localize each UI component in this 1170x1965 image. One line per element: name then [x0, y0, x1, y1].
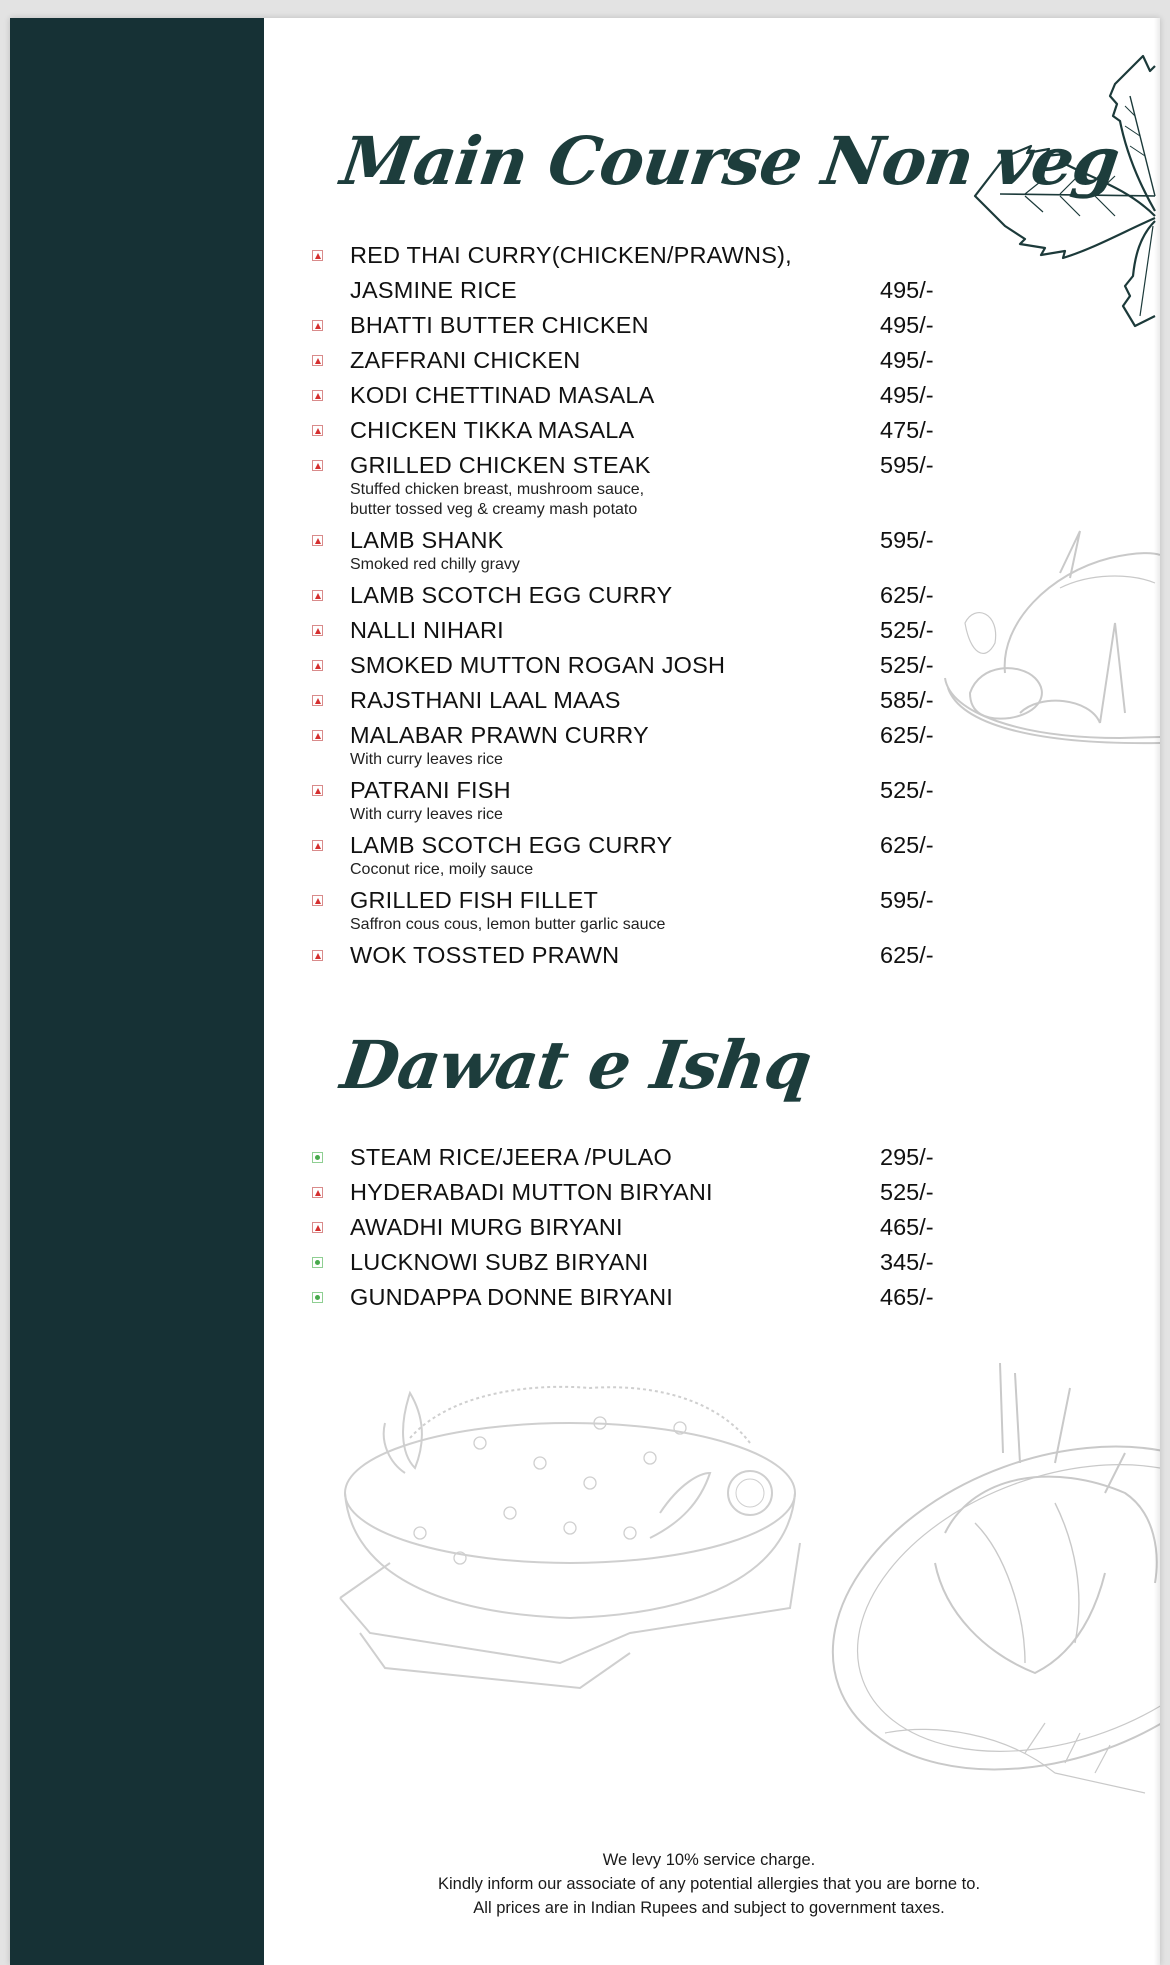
nonveg-mark-icon	[312, 355, 323, 366]
section-title-main-course: Main Course Non veg	[336, 122, 1124, 200]
menu-item	[300, 1210, 960, 1245]
nonveg-mark-icon	[312, 460, 323, 471]
menu-item	[300, 683, 960, 718]
menu-item	[300, 828, 960, 881]
item-price: 525/-	[880, 777, 934, 803]
item-price: 465/-	[880, 1284, 934, 1310]
nonveg-mark-icon	[312, 695, 323, 706]
menu-item	[300, 238, 960, 308]
nonveg-mark-icon	[312, 895, 323, 906]
item-price: 475/-	[880, 417, 934, 443]
menu-item	[300, 413, 960, 448]
menu-item	[300, 308, 960, 343]
item-price: 625/-	[880, 832, 934, 858]
menu-item	[300, 343, 960, 378]
nonveg-mark-icon	[312, 590, 323, 601]
item-price: 495/-	[880, 277, 934, 303]
menu-item	[300, 523, 960, 576]
item-name: HYDERABADI MUTTON BIRYANI	[350, 1179, 713, 1205]
nonveg-mark-icon	[312, 730, 323, 741]
menu-item	[300, 1245, 960, 1280]
item-name-line1: RED THAI CURRY(CHICKEN/PRAWNS),	[350, 242, 792, 268]
menu-item	[300, 648, 960, 683]
nonveg-mark-icon	[312, 425, 323, 436]
footer-service-charge: We levy 10% service charge.	[602, 1851, 816, 1869]
item-price: 495/-	[880, 312, 934, 338]
lamb-chops-illustration-icon	[825, 1353, 1160, 1813]
item-name: LUCKNOWI SUBZ BIRYANI	[350, 1249, 649, 1275]
item-price: 295/-	[880, 1144, 934, 1170]
item-name: JASMINE RICE	[350, 277, 517, 303]
menu-item	[300, 883, 960, 936]
item-name: KODI CHETTINAD MASALA	[350, 382, 655, 408]
biryani-bowl-illustration-icon	[330, 1363, 840, 1703]
menu-item	[300, 938, 960, 973]
item-price: 625/-	[880, 582, 934, 608]
roast-chicken-illustration-icon	[940, 513, 1160, 773]
item-description: Stuffed chicken breast, mushroom sauce,	[350, 481, 645, 498]
item-price: 525/-	[880, 617, 934, 643]
item-price: 525/-	[880, 1179, 934, 1205]
item-name: WOK TOSSTED PRAWN	[350, 942, 620, 968]
footer-price-note: All prices are in Indian Rupees and subject to government taxes.	[473, 1899, 945, 1917]
item-price: 595/-	[880, 527, 934, 553]
main-course-menu-list	[300, 238, 960, 973]
item-name: NALLI NIHARI	[350, 617, 504, 643]
item-name: CHICKEN TIKKA MASALA	[350, 417, 635, 443]
item-price: 625/-	[880, 942, 934, 968]
nonveg-mark-icon	[312, 950, 323, 961]
item-name: LAMB SHANK	[350, 527, 504, 553]
menu-item	[300, 578, 960, 613]
item-name: ZAFFRANI CHICKEN	[350, 347, 581, 373]
item-name: GUNDAPPA DONNE BIRYANI	[350, 1284, 674, 1310]
veg-mark-icon	[312, 1152, 323, 1163]
item-name: GRILLED CHICKEN STEAK	[350, 452, 651, 478]
nonveg-mark-icon	[312, 250, 323, 261]
item-description: With curry leaves rice	[350, 806, 503, 823]
item-name: RAJSTHANI LAAL MAAS	[350, 687, 621, 713]
menu-page	[10, 18, 1160, 1965]
item-price: 625/-	[880, 722, 934, 748]
item-price: 585/-	[880, 687, 934, 713]
nonveg-mark-icon	[312, 535, 323, 546]
section-title-dawat-e-ishq: Dawat e Ishq	[336, 1026, 816, 1104]
nonveg-mark-icon	[312, 625, 323, 636]
veg-mark-icon	[312, 1292, 323, 1303]
nonveg-mark-icon	[312, 1187, 323, 1198]
footer-allergy-note: Kindly inform our associate of any potential allergies that you are borne to.	[437, 1875, 981, 1893]
item-name: SMOKED MUTTON ROGAN JOSH	[350, 652, 726, 678]
item-price: 345/-	[880, 1249, 934, 1275]
item-price: 495/-	[880, 347, 934, 373]
item-name: GRILLED FISH FILLET	[350, 887, 599, 913]
item-name: LAMB SCOTCH EGG CURRY	[350, 582, 673, 608]
item-description: With curry leaves rice	[350, 751, 503, 768]
menu-item	[300, 1175, 960, 1210]
item-description: Saffron cous cous, lemon butter garlic sauce	[350, 916, 666, 933]
menu-item	[300, 1140, 960, 1175]
item-name: STEAM RICE/JEERA /PULAO	[350, 1144, 672, 1170]
nonveg-mark-icon	[312, 1222, 323, 1233]
dawat-e-ishq-menu-list	[300, 1140, 960, 1315]
nonveg-mark-icon	[312, 840, 323, 851]
nonveg-mark-icon	[312, 660, 323, 671]
nonveg-mark-icon	[312, 320, 323, 331]
item-description: butter tossed veg & creamy mash potato	[350, 501, 638, 518]
item-name: LAMB SCOTCH EGG CURRY	[350, 832, 673, 858]
item-description: Smoked red chilly gravy	[350, 556, 520, 573]
item-price: 495/-	[880, 382, 934, 408]
item-price: 525/-	[880, 652, 934, 678]
menu-item	[300, 1280, 960, 1315]
item-description: Coconut rice, moily sauce	[350, 861, 534, 878]
item-price: 595/-	[880, 452, 934, 478]
veg-mark-icon	[312, 1257, 323, 1268]
item-price: 465/-	[880, 1214, 934, 1240]
item-name: MALABAR PRAWN CURRY	[350, 722, 649, 748]
menu-item	[300, 718, 960, 771]
item-name: AWADHI MURG BIRYANI	[350, 1214, 623, 1240]
menu-item	[300, 773, 960, 826]
nonveg-mark-icon	[312, 785, 323, 796]
footer-notes	[264, 1848, 1154, 1920]
nonveg-mark-icon	[312, 390, 323, 401]
menu-item	[300, 378, 960, 413]
menu-item	[300, 613, 960, 648]
side-color-band	[10, 18, 264, 1965]
item-name: PATRANI FISH	[350, 777, 511, 803]
item-price: 595/-	[880, 887, 934, 913]
item-name: BHATTI BUTTER CHICKEN	[350, 312, 649, 338]
page-edge-shadow	[1154, 18, 1160, 1965]
menu-item	[300, 448, 960, 521]
